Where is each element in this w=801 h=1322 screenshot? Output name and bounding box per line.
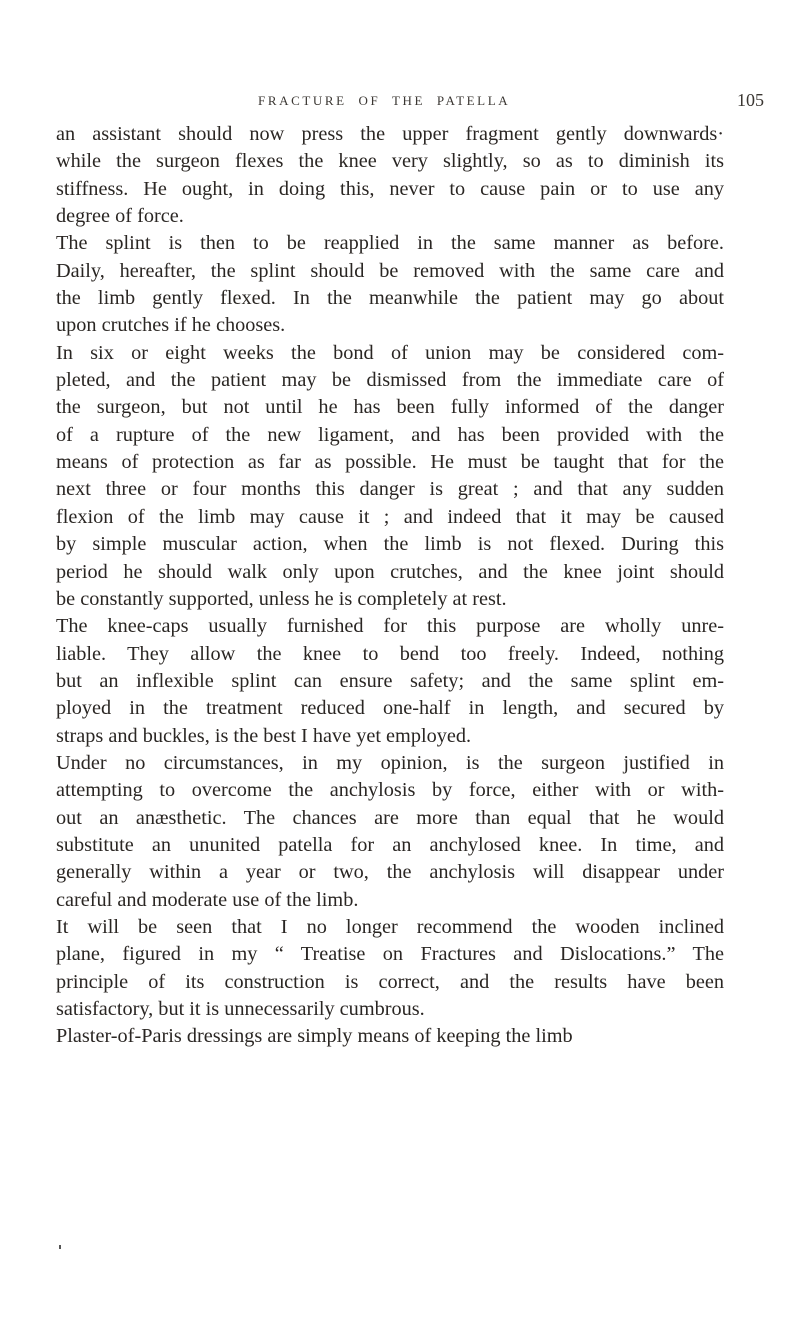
body-text: [56, 121, 724, 1051]
text-line: straps and buckles, is the best I have yet employed.: [56, 724, 472, 747]
text-line: stiffness. He ought, in doing this, never to cause pain or to use any: [56, 177, 724, 200]
text-line: flexion of the limb may cause it ; and indeed that it may be caused: [56, 505, 724, 528]
text-line: of a rupture of the new ligament, and has been provided with the: [56, 423, 724, 446]
text-line: means of protection as far as possible. He must be taught that for the: [56, 451, 724, 474]
text-line: but an inflexible splint can ensure safety; and the same splint em-: [56, 669, 724, 692]
text-line: ployed in the treatment reduced one-half in length, and secured by: [56, 697, 724, 720]
text-line: attempting to overcome the anchylosis by force, either with or with-: [56, 779, 724, 802]
text-line: principle of its construction is correct, and the results have been: [56, 970, 724, 993]
text-line: It will be seen that I no longer recommend the wooden inclined: [56, 915, 724, 938]
text-line: be constantly supported, unless he is completely at rest.: [56, 587, 507, 610]
running-head: [0, 90, 801, 120]
running-title: FRACTURE OF THE PATELLA: [258, 93, 511, 108]
text-line: careful and moderate use of the limb.: [56, 888, 359, 911]
text-line: Under no circumstances, in my opinion, is the surgeon justified in: [56, 751, 724, 774]
text-line: plane, figured in my “ Treatise on Fractures and Dislocations.” The: [56, 943, 724, 966]
page-number: 105: [737, 90, 764, 110]
print-speck: [59, 1245, 61, 1249]
text-line: In six or eight weeks the bond of union may be considered com-: [56, 341, 724, 364]
text-line: substitute an ununited patella for an anchylosed knee. In time, and: [56, 833, 724, 856]
text-line: period he should walk only upon crutches, and the knee joint should: [56, 560, 724, 583]
text-line: out an anæsthetic. The chances are more than equal that he would: [56, 806, 724, 829]
paragraph: [56, 340, 724, 613]
paragraph: [56, 914, 724, 1023]
text-line: generally within a year or two, the anchylosis will disappear under: [56, 861, 724, 884]
text-line: an assistant should now press the upper fragment gently downwards·: [56, 123, 724, 145]
paragraph: [56, 1023, 724, 1050]
text-line: the surgeon, but not until he has been fully informed of the danger: [56, 396, 724, 419]
text-line: while the surgeon flexes the knee very slightly, so as to diminish its: [56, 150, 724, 173]
text-line: liable. They allow the knee to bend too freely. Indeed, nothing: [56, 642, 724, 665]
text-line: The knee-caps usually furnished for this purpose are wholly unre-: [56, 615, 724, 638]
text-line: The splint is then to be reapplied in the same manner as before.: [56, 232, 724, 255]
text-line: by simple muscular action, when the limb is not flexed. During this: [56, 533, 724, 556]
text-line: degree of force.: [56, 205, 184, 228]
text-line: Daily, hereafter, the splint should be removed with the same care and: [56, 259, 724, 282]
text-line: satisfactory, but it is unnecessarily cumbrous.: [56, 998, 425, 1020]
paragraph: [56, 613, 724, 750]
text-line: next three or four months this danger is great ; and that any sudden: [56, 478, 724, 501]
paragraph: [56, 230, 724, 339]
text-line: the limb gently flexed. In the meanwhile the patient may go about: [56, 287, 724, 310]
paragraph: [56, 121, 724, 230]
text-line: upon crutches if he chooses.: [56, 314, 286, 337]
paragraph: [56, 750, 724, 914]
text-line: Plaster-of-Paris dressings are simply means of keeping the limb: [56, 1025, 573, 1048]
text-line: pleted, and the patient may be dismissed from the immediate care of: [56, 369, 724, 392]
